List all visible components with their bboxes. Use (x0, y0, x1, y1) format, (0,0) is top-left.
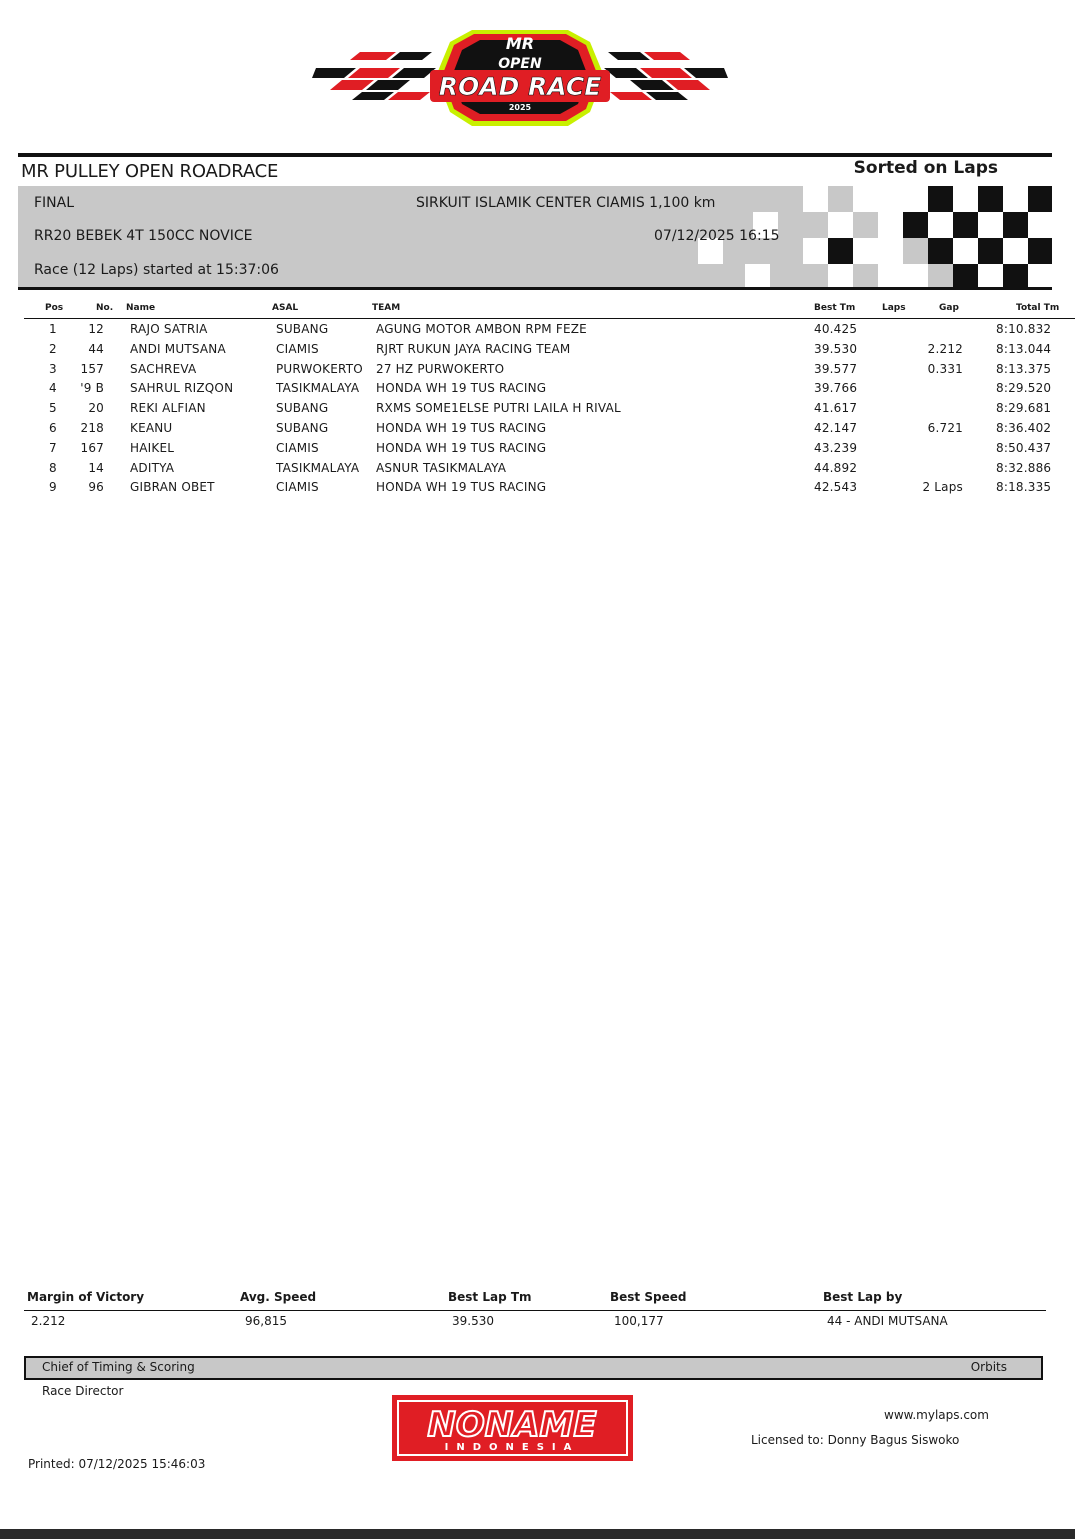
rider-name-cell: SAHRUL RIZQON (130, 381, 234, 396)
team-cell: AGUNG MOTOR AMBON RPM FEZE (376, 322, 587, 336)
best-lap-by-value: 44 - ANDI MUTSANA (827, 1314, 948, 1328)
summary-divider (24, 1310, 1046, 1311)
rider-name-cell: ANDI MUTSANA (130, 341, 226, 356)
total-time-cell: 8:10.832 (996, 322, 1052, 336)
table-row (0, 439, 1075, 459)
col-header-total-tm: Total Tm (1016, 303, 1060, 313)
rider-name-cell: SACHREVA (130, 361, 197, 376)
rider-name-cell: RAJO SATRIA (130, 322, 208, 336)
circuit-label: SIRKUIT ISLAMIK CENTER CIAMIS 1,100 km (416, 195, 716, 211)
rider-name-cell: KEANU (130, 421, 173, 435)
svg-text:NONAME: NONAME (427, 1405, 597, 1445)
pos-cell: 6 (49, 421, 57, 435)
orbits-label: Orbits (970, 1360, 1007, 1374)
number-cell: 20 (88, 401, 104, 416)
table-row (0, 320, 1075, 340)
team-cell: HONDA WH 19 TUS RACING (376, 381, 547, 396)
race-info-panel (18, 186, 1052, 290)
svg-text:OPEN: OPEN (498, 56, 542, 72)
team-cell: ASNUR TASIKMALAYA (376, 460, 507, 475)
pos-cell: 9 (49, 480, 57, 495)
pos-cell: 2 (49, 341, 57, 356)
best-speed-label: Best Speed (610, 1290, 687, 1304)
licensed-to-label: Licensed to: Donny Bagus Siswoko (751, 1433, 960, 1447)
svg-text:ROAD RACE: ROAD RACE (438, 72, 602, 101)
rider-name-cell: HAIKEL (130, 440, 175, 455)
best-lap-by-label: Best Lap by (823, 1290, 903, 1304)
col-header-gap: Gap (939, 303, 959, 313)
col-header-pos: Pos (45, 303, 64, 313)
total-time-cell: 8:13.044 (996, 341, 1052, 356)
best-time-cell: 41.617 (814, 401, 858, 416)
best-speed-value: 100,177 (614, 1314, 664, 1328)
pos-cell: 7 (49, 440, 57, 455)
svg-text:INDONESIA: INDONESIA (444, 1442, 580, 1453)
checkered-wing-right-icon (604, 52, 728, 100)
col-header-laps: Laps (882, 303, 906, 313)
gap-cell: 2.212 (927, 341, 963, 356)
table-row (0, 399, 1075, 419)
col-header-no: No. (96, 303, 114, 313)
number-cell: '9 B (80, 381, 104, 396)
best-lap-tm-label: Best Lap Tm (448, 1290, 532, 1304)
col-header-best-tm: Best Tm (814, 303, 856, 313)
title-bar (18, 153, 1052, 181)
asal-cell: CIAMIS (276, 341, 319, 356)
best-time-cell: 42.147 (814, 421, 858, 435)
best-time-cell: 42.543 (814, 480, 858, 495)
team-cell: HONDA WH 19 TUS RACING (376, 440, 547, 455)
margin-of-victory-label: Margin of Victory (27, 1290, 145, 1304)
table-row (0, 379, 1075, 399)
svg-text:2025: 2025 (508, 103, 532, 112)
pos-cell: 1 (49, 322, 57, 336)
best-time-cell: 39.766 (814, 381, 858, 396)
col-header-team: TEAM (372, 303, 401, 313)
total-time-cell: 8:18.335 (996, 480, 1052, 495)
table-row (0, 340, 1075, 360)
number-cell: 44 (88, 341, 104, 356)
number-cell: 167 (80, 440, 104, 455)
col-header-asal: ASAL (272, 303, 299, 313)
total-time-cell: 8:13.375 (996, 361, 1052, 376)
pos-cell: 3 (49, 361, 57, 376)
asal-cell: TASIKMALAYA (276, 381, 360, 396)
best-time-cell: 43.239 (814, 440, 858, 455)
website-label: www.mylaps.com (884, 1408, 989, 1422)
gap-cell: 2 Laps (922, 480, 963, 495)
race-director-label: Race Director (42, 1384, 124, 1398)
gap-cell: 0.331 (927, 361, 963, 376)
asal-cell: SUBANG (276, 401, 329, 416)
pos-cell: 4 (49, 381, 57, 396)
table-row (0, 419, 1075, 439)
number-cell: 12 (88, 322, 104, 336)
table-row (0, 478, 1075, 498)
number-cell: 218 (80, 421, 104, 435)
asal-cell: CIAMIS (276, 440, 319, 455)
col-header-name: Name (126, 303, 156, 313)
printed-timestamp: Printed: 07/12/2025 15:46:03 (28, 1457, 206, 1471)
session-label: FINAL (34, 195, 75, 211)
team-cell: HONDA WH 19 TUS RACING (376, 480, 547, 495)
best-time-cell: 39.577 (814, 361, 858, 376)
svg-text:MR: MR (505, 34, 535, 53)
total-time-cell: 8:29.681 (996, 401, 1052, 416)
best-time-cell: 40.425 (814, 322, 858, 336)
bottom-edge-bar (0, 1529, 1075, 1539)
checkered-wing-left-icon (312, 52, 436, 100)
asal-cell: CIAMIS (276, 480, 319, 495)
avg-speed-value: 96,815 (245, 1314, 287, 1328)
table-row (0, 360, 1075, 380)
avg-speed-label: Avg. Speed (240, 1290, 317, 1304)
best-time-cell: 39.530 (814, 341, 858, 356)
best-lap-tm-value: 39.530 (452, 1314, 494, 1328)
number-cell: 96 (88, 480, 104, 495)
class-label: RR20 BEBEK 4T 150CC NOVICE (34, 228, 253, 244)
noname-indonesia-logo (392, 1395, 633, 1461)
datetime-label: 07/12/2025 16:15 (654, 228, 780, 244)
table-row (0, 459, 1075, 479)
team-cell: RXMS SOME1ELSE PUTRI LAILA H RIVAL (376, 401, 621, 416)
best-time-cell: 44.892 (814, 460, 858, 475)
total-time-cell: 8:29.520 (996, 381, 1052, 396)
asal-cell: TASIKMALAYA (276, 460, 360, 475)
asal-cell: PURWOKERTO (276, 361, 363, 376)
table-header-divider (24, 318, 1075, 319)
event-title: MR PULLEY OPEN ROADRACE (21, 161, 279, 182)
pos-cell: 8 (49, 460, 57, 475)
total-time-cell: 8:36.402 (996, 421, 1052, 435)
road-race-logo (312, 28, 728, 128)
total-time-cell: 8:50.437 (996, 440, 1052, 455)
chief-timing-label: Chief of Timing & Scoring (42, 1360, 195, 1374)
margin-of-victory-value: 2.212 (31, 1314, 66, 1328)
rider-name-cell: GIBRAN OBET (130, 480, 215, 495)
rider-name-cell: REKI ALFIAN (130, 401, 206, 416)
race-start-label: Race (12 Laps) started at 15:37:06 (34, 262, 279, 278)
team-cell: RJRT RUKUN JAYA RACING TEAM (376, 341, 571, 356)
asal-cell: SUBANG (276, 421, 329, 435)
team-cell: 27 HZ PURWOKERTO (376, 361, 505, 376)
officials-bar (24, 1356, 1043, 1380)
rider-name-cell: ADITYA (130, 460, 175, 475)
total-time-cell: 8:32.886 (996, 460, 1052, 475)
pos-cell: 5 (49, 401, 57, 416)
team-cell: HONDA WH 19 TUS RACING (376, 421, 547, 435)
number-cell: 14 (88, 460, 104, 475)
number-cell: 157 (80, 361, 104, 376)
gap-cell: 6.721 (927, 421, 963, 435)
sorted-label: Sorted on Laps (853, 158, 998, 178)
asal-cell: SUBANG (276, 322, 329, 336)
